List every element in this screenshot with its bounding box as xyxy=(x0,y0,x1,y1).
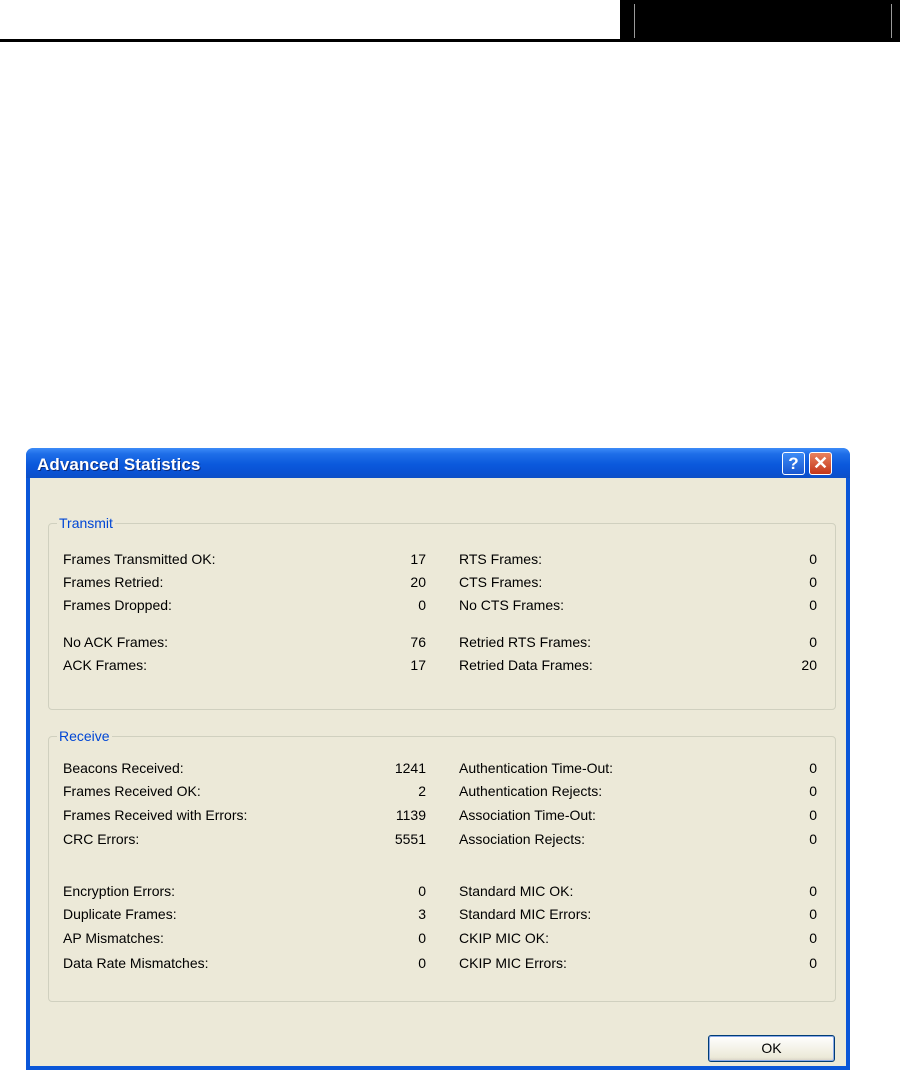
stat-row xyxy=(459,657,817,677)
stat-row xyxy=(63,634,426,654)
stat-value: 0 xyxy=(809,783,817,799)
stat-row xyxy=(63,906,426,926)
ok-button[interactable]: OK xyxy=(708,1035,835,1062)
stat-row xyxy=(63,783,426,803)
stat-value: 0 xyxy=(418,597,426,613)
stat-row xyxy=(459,955,817,975)
stat-value: 0 xyxy=(809,955,817,971)
stat-value: 5551 xyxy=(394,831,426,847)
dialog-title: Advanced Statistics xyxy=(37,455,201,474)
receive-group xyxy=(48,728,836,1002)
header-black-block xyxy=(620,0,900,42)
stat-value: 1241 xyxy=(394,760,426,776)
stat-label: Frames Received with Errors: xyxy=(63,807,248,823)
stat-label: Association Rejects: xyxy=(459,831,586,847)
stat-row xyxy=(459,930,817,950)
stat-row xyxy=(63,930,426,950)
stat-row xyxy=(63,551,426,571)
stat-row xyxy=(459,634,817,654)
stat-label: CTS Frames: xyxy=(459,574,543,590)
stat-label: CRC Errors: xyxy=(63,831,140,847)
stat-value: 0 xyxy=(809,551,817,567)
stat-label: CKIP MIC OK: xyxy=(459,930,549,946)
stat-label: Authentication Time-Out: xyxy=(459,760,614,776)
stat-row xyxy=(459,807,817,827)
stat-value: 17 xyxy=(410,551,426,567)
stat-row xyxy=(63,760,426,780)
advanced-statistics-dialog xyxy=(26,448,850,1070)
stat-value: 0 xyxy=(809,831,817,847)
header-divider xyxy=(891,4,892,38)
stat-label: Beacons Received: xyxy=(63,760,184,776)
stat-value: 0 xyxy=(418,930,426,946)
transmit-legend: Transmit xyxy=(59,515,113,531)
stat-value: 3 xyxy=(418,906,426,922)
stat-label: Encryption Errors: xyxy=(63,883,176,899)
stat-label: Duplicate Frames: xyxy=(63,906,177,922)
stat-row xyxy=(459,783,817,803)
stat-label: Frames Transmitted OK: xyxy=(63,551,216,567)
stat-row xyxy=(459,883,817,903)
stat-row xyxy=(459,760,817,780)
stat-value: 0 xyxy=(418,955,426,971)
stat-row xyxy=(459,574,817,594)
stat-value: 0 xyxy=(809,906,817,922)
stat-label: AP Mismatches: xyxy=(63,930,164,946)
stat-label: Retried Data Frames: xyxy=(459,657,593,673)
stat-label: Frames Dropped: xyxy=(63,597,172,613)
stat-label: Association Time-Out: xyxy=(459,807,596,823)
stat-label: CKIP MIC Errors: xyxy=(459,955,567,971)
stat-label: Frames Retried: xyxy=(63,574,164,590)
stat-row xyxy=(459,551,817,571)
stat-label: Data Rate Mismatches: xyxy=(63,955,209,971)
stat-row xyxy=(63,883,426,903)
stat-row xyxy=(63,831,426,851)
stat-value: 20 xyxy=(801,657,817,673)
stat-value: 20 xyxy=(410,574,426,590)
stat-row xyxy=(63,807,426,827)
header-divider xyxy=(634,4,635,38)
stat-label: Frames Received OK: xyxy=(63,783,201,799)
stat-row xyxy=(63,574,426,594)
stat-value: 0 xyxy=(809,634,817,650)
stat-label: Standard MIC OK: xyxy=(459,883,574,899)
title-bar[interactable] xyxy=(26,448,850,478)
stat-row xyxy=(459,906,817,926)
stat-row xyxy=(63,955,426,975)
stat-value: 76 xyxy=(410,634,426,650)
stat-value: 0 xyxy=(809,574,817,590)
stat-value: 0 xyxy=(809,930,817,946)
stat-label: RTS Frames: xyxy=(459,551,542,567)
stat-row xyxy=(63,657,426,677)
stat-value: 17 xyxy=(410,657,426,673)
stat-value: 2 xyxy=(418,783,426,799)
stat-value: 1139 xyxy=(395,807,426,823)
stat-label: Standard MIC Errors: xyxy=(459,906,592,922)
stat-label: Retried RTS Frames: xyxy=(459,634,591,650)
stat-label: No CTS Frames: xyxy=(459,597,565,613)
stat-row xyxy=(459,597,817,617)
dialog-body xyxy=(30,478,846,1066)
stat-value: 0 xyxy=(809,597,817,613)
close-icon[interactable]: ✕ xyxy=(809,452,832,475)
receive-legend: Receive xyxy=(59,728,110,744)
stat-value: 0 xyxy=(418,883,426,899)
stat-label: Authentication Rejects: xyxy=(459,783,603,799)
stat-value: 0 xyxy=(809,807,817,823)
transmit-group xyxy=(48,515,836,710)
stat-label: No ACK Frames: xyxy=(63,634,169,650)
help-icon[interactable]: ? xyxy=(782,452,805,475)
stat-value: 0 xyxy=(809,760,817,776)
stat-row xyxy=(63,597,426,617)
stat-label: ACK Frames: xyxy=(63,657,148,673)
stat-value: 0 xyxy=(809,883,817,899)
stat-row xyxy=(459,831,817,851)
